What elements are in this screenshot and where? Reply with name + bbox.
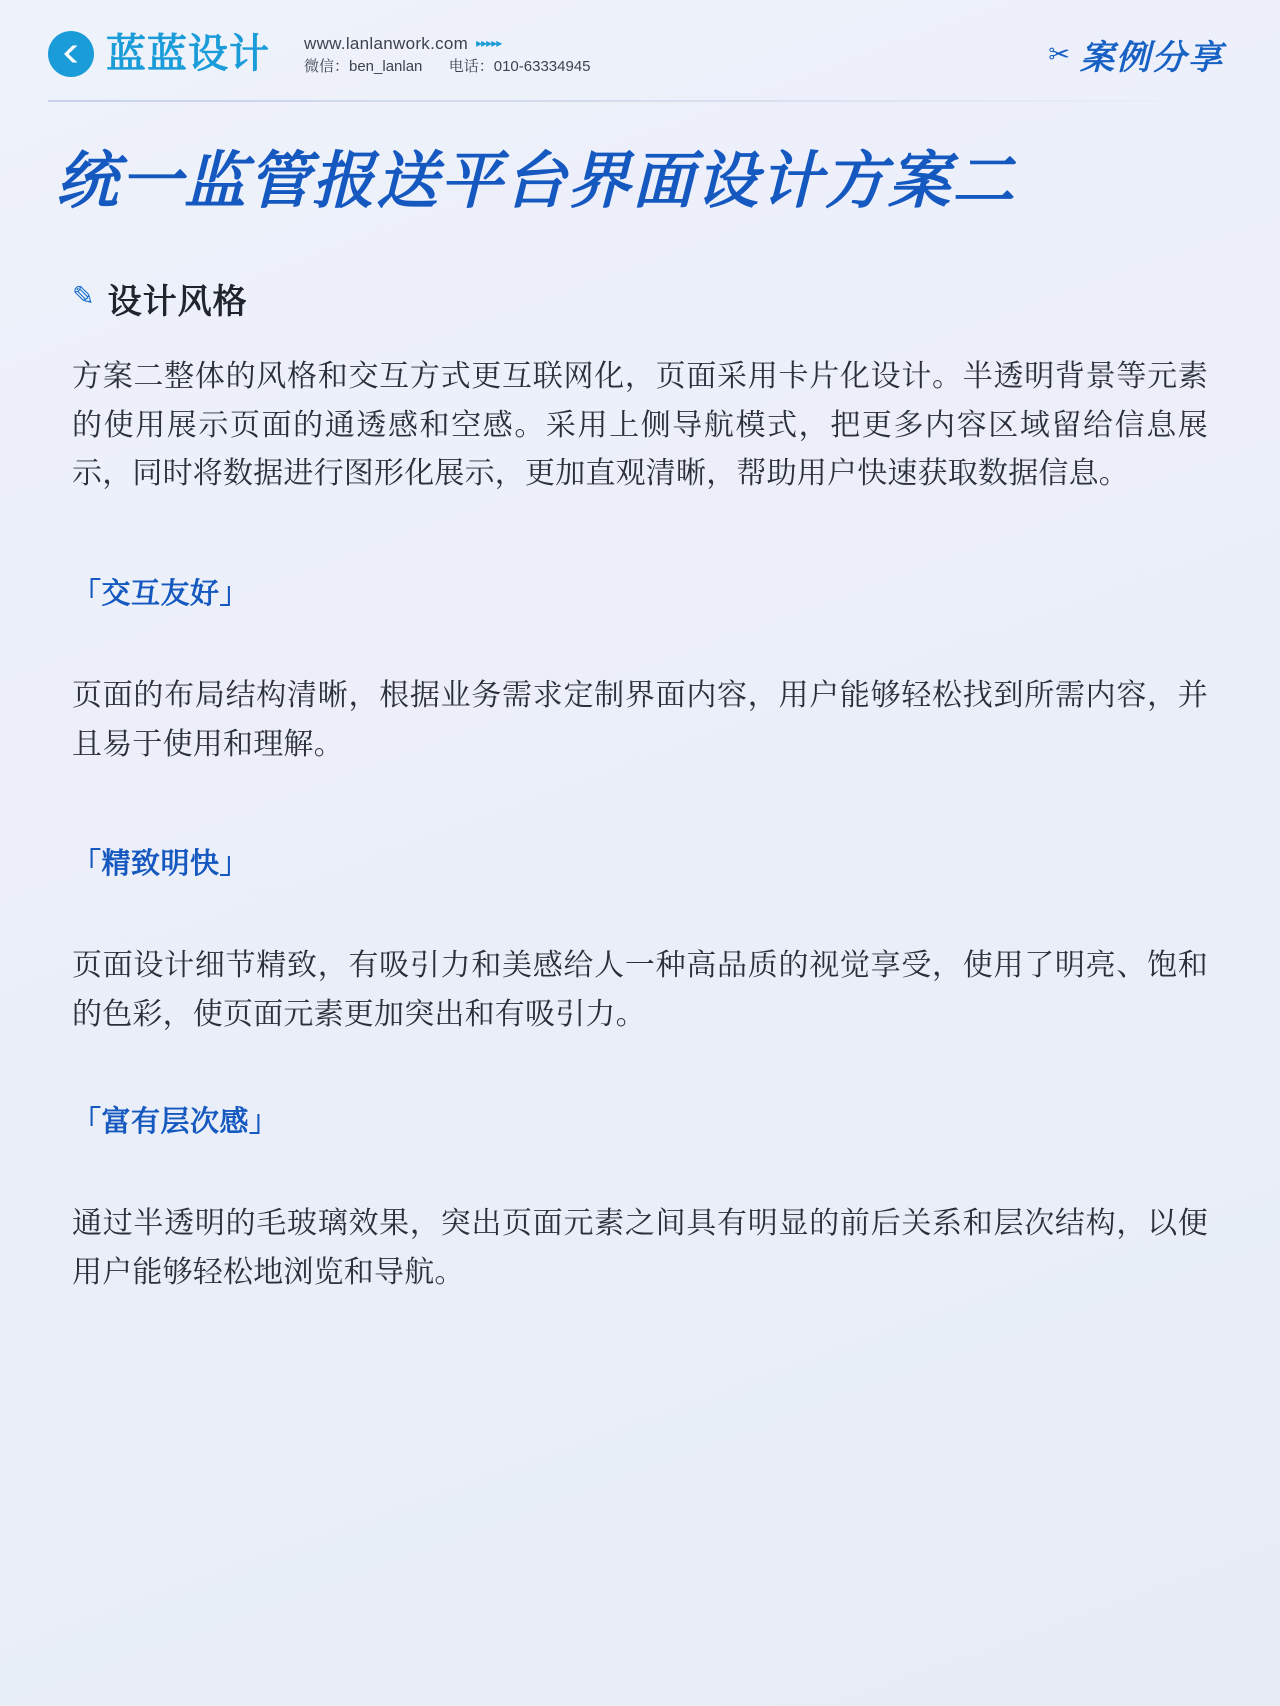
refined-paragraph: 页面设计细节精致，有吸引力和美感给人一种高品质的视觉享受，使用了明亮、饱和的色彩，使页面元素更加突出和有吸引力。 xyxy=(72,949,1208,1031)
brand xyxy=(48,31,270,77)
spacer xyxy=(72,529,1208,571)
header-divider xyxy=(48,100,1232,102)
sub-heading-refined: 「精致明快」 xyxy=(72,848,250,881)
interaction-paragraph: 页面的布局结构清晰，根据业务需求定制界面内容，用户能够轻松找到所需内容，并且易于使用和理解。 xyxy=(72,678,1208,761)
layered-paragraph: 通过半透明的毛玻璃效果，突出页面元素之间具有明显的前后关系和层次结构，以便用户能够轻松地浏览和导航。 xyxy=(72,1207,1208,1289)
website-text: www.lanlanwork.com xyxy=(304,33,469,53)
contact-info xyxy=(304,30,591,78)
sub-heading-layered: 「富有层次感」 xyxy=(72,1106,279,1139)
section-header-design-style xyxy=(72,274,1208,323)
design-style-paragraph: 方案二整体的风格和交互方式更互联网化，页面采用卡片化设计。半透明背景等元素的使用展示页面的通透感和空感。采用上侧导航模式，把更多内容区域留给信息展示，同时将数据进行图形化展示，更加直观清晰，帮助用户快速获取数据信息。 xyxy=(72,360,1208,491)
section-title: 设计风格 xyxy=(107,283,248,322)
case-share-label: 案例分享 xyxy=(1080,38,1224,77)
case-share-label-group xyxy=(1048,30,1232,79)
page-title: 统一监管报送平台界面设计方案二 xyxy=(56,147,1017,216)
spacer xyxy=(72,799,1208,841)
content-area xyxy=(72,274,1208,1297)
spacer xyxy=(72,1140,1208,1170)
page-header xyxy=(0,0,1280,84)
spacer xyxy=(72,612,1208,642)
lanlan-logo-icon xyxy=(48,31,94,77)
brand-name: 蓝蓝设计 xyxy=(106,32,270,76)
contact-website-row xyxy=(304,32,591,57)
scissors-icon: ✂ xyxy=(1048,39,1070,69)
sub-heading-interaction: 「交互友好」 xyxy=(72,577,250,610)
wechat-text: 微信：ben_lanlan xyxy=(304,58,423,76)
phone-text: 电话：010-63334945 xyxy=(448,58,591,76)
pen-icon: ✎ xyxy=(72,281,95,312)
arrows-icon: ▸▸▸▸▸ xyxy=(476,36,502,51)
spacer xyxy=(72,882,1208,912)
contact-detail-row xyxy=(304,56,591,78)
spacer xyxy=(72,1069,1208,1099)
